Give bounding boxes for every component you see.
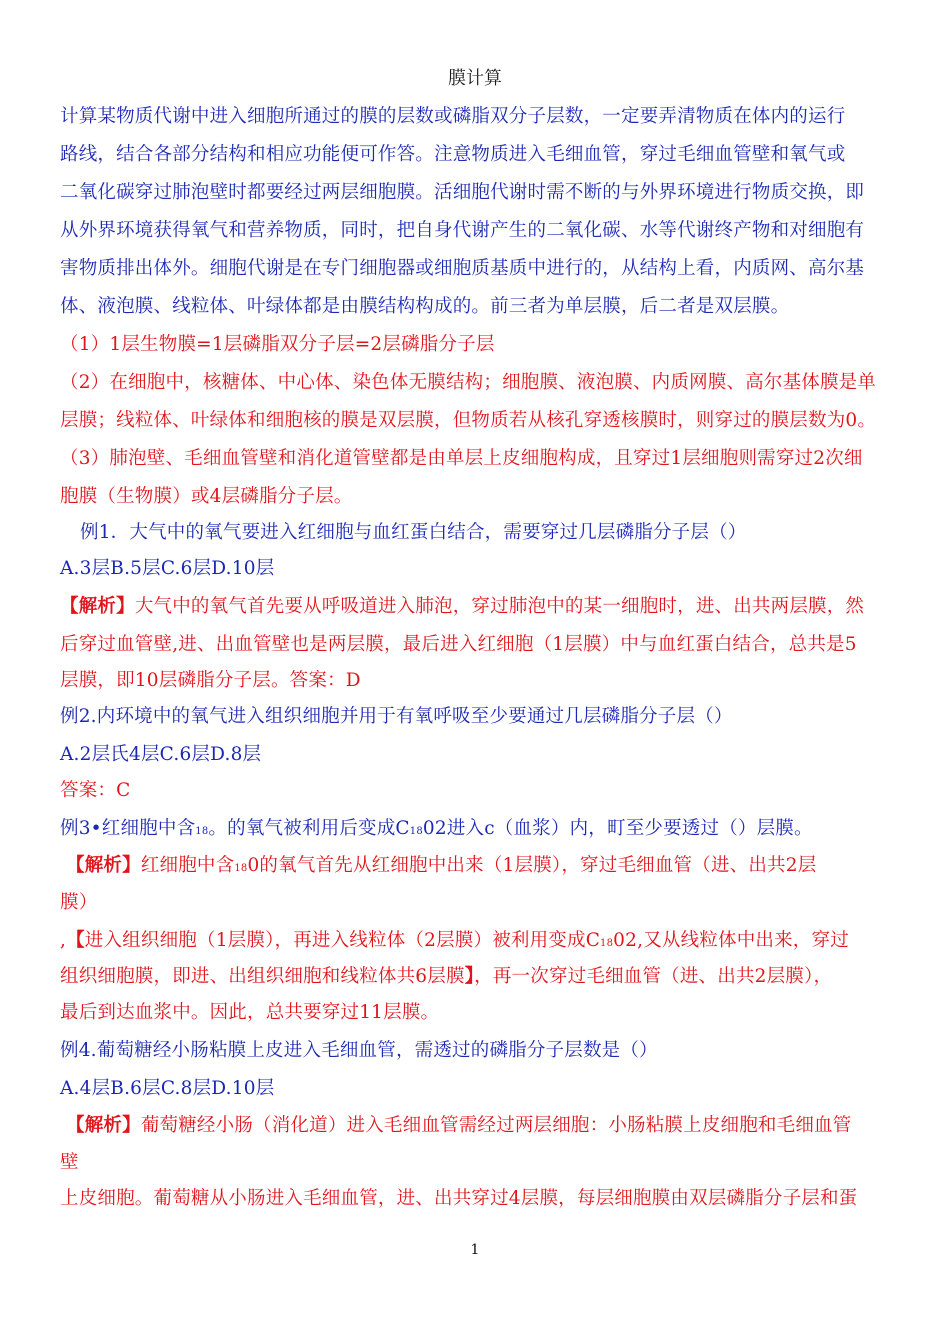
analysis-text: 葡萄糖经小肠（消化道）进入毛细血管需经过两层细胞：小肠粘膜上皮细胞和毛细血管 <box>140 1115 852 1136</box>
example-4-analysis-line-3: 上皮细胞。葡萄糖从小肠进入毛细血管，进、出共穿过4层膜，每层细胞膜由双层磷脂分子层和蛋 <box>60 1188 858 1209</box>
analysis-subscript: 18 <box>600 938 614 949</box>
example-2-options: A.2层氏4层C.6层D.8层 <box>60 744 262 765</box>
example-1-analysis-line-2: 后穿过血管壁,进、出血管壁也是两层膜，最后进入红细胞（1层膜）中与血红蛋白结合，总共是5 <box>60 634 857 655</box>
analysis-text: 02,又从线粒体中出来，穿过 <box>613 930 849 951</box>
analysis-tag: 【解析】 <box>66 1115 141 1136</box>
intro-line-6: 体、液泡膜、线粒体、叶绿体都是由膜结构构成的。前三者为单层膜，后二者是双层膜。 <box>60 296 790 317</box>
example-3-analysis-line-4 <box>60 962 832 988</box>
example-3-analysis-line-5: 最后到达血浆中。因此，总共要穿过11层膜。 <box>60 1002 440 1023</box>
example-3-analysis-line-3 <box>60 926 849 952</box>
example-1-question: 例1．大气中的氧气要进入红细胞与血红蛋白结合，需要穿过几层磷脂分子层（） <box>80 522 747 543</box>
point-1: （1）1层生物膜=1层磷脂双分子层=2层磷脂分子层 <box>60 334 495 355</box>
intro-line-4: 从外界环境获得氧气和营养物质，同时，把自身代谢产生的二氧化碳、水等代谢终产物和对细胞有 <box>60 220 865 241</box>
q-subscript: 18 <box>195 826 209 837</box>
example-2-question: 例2.内环境中的氧气进入组织细胞并用于有氧呼吸至少要通过几层磷脂分子层（） <box>60 706 733 727</box>
analysis-text: 组织细胞膜，即进、出组织细胞和线粒体共6层膜 <box>60 966 465 987</box>
intro-line-3: 二氧化碳穿过肺泡壁时都要经过两层细胞膜。活细胞代谢时需不断的与外界环境进行物质交换，即 <box>60 182 865 203</box>
q-part: 例3•红细胞中含 <box>60 818 196 839</box>
example-1-analysis-line-3: 层膜，即10层磷脂分子层。答案：D <box>60 670 361 691</box>
example-1-analysis-line-1 <box>60 592 864 618</box>
analysis-text: , <box>60 930 67 951</box>
example-4-analysis-line-2: 壁 <box>60 1152 79 1173</box>
bracket-close: 】 <box>464 966 475 987</box>
analysis-tag: 【解析】 <box>60 596 135 617</box>
q-part: 02进入c（血浆）内，町至少要透过（）层膜。 <box>422 818 813 839</box>
page-number: 1 <box>470 1242 480 1258</box>
q-subscript: 18 <box>409 826 423 837</box>
analysis-text: 红细胞中含 <box>140 855 235 876</box>
example-2-answer: 答案：C <box>60 780 131 801</box>
example-3-question <box>60 814 813 840</box>
analysis-text: ，再一次穿过毛细血管（进、出共2层膜）， <box>474 966 833 987</box>
analysis-text: 0的氧气首先从红细胞中出来（1层膜），穿过毛细血管（进、出共2层 <box>247 855 817 876</box>
example-3-analysis-line-1 <box>66 851 816 877</box>
intro-line-2: 路线，结合各部分结构和相应功能便可作答。注意物质进入毛细血管，穿过毛细血管壁和氧气或 <box>60 144 846 165</box>
bracket-open: 【 <box>66 930 85 951</box>
analysis-text: 大气中的氧气首先要从呼吸道进入肺泡，穿过肺泡中的某一细胞时，进、出共两层膜，然 <box>134 596 865 617</box>
analysis-tag: 【解析】 <box>66 855 141 876</box>
example-3-analysis-line-2: 膜） <box>60 892 98 913</box>
q-part: 。的氧气被利用后变成C <box>208 818 410 839</box>
intro-line-5: 害物质排出体外。细胞代谢是在专门细胞器或细胞质基质中进行的，从结构上看，内质网、高尔基 <box>60 258 865 279</box>
point-2-line-1: （2）在细胞中，核糖体、中心体、染色体无膜结构；细胞膜、液泡膜、内质网膜、高尔基体膜是单 <box>60 372 877 393</box>
point-3-line-2: 胞膜（生物膜）或4层磷脂分子层。 <box>60 486 353 507</box>
example-4-options: A.4层B.6层C.8层D.10层 <box>60 1078 275 1099</box>
page-title: 膜计算 <box>448 68 502 89</box>
point-2-line-2: 层膜；线粒体、叶绿体和细胞核的膜是双层膜，但物质若从核孔穿透核膜时，则穿过的膜层数为0。 <box>60 410 877 431</box>
intro-line-1: 计算某物质代谢中进入细胞所通过的膜的层数或磷脂双分子层数，一定要弄清物质在体内的运行 <box>60 106 846 127</box>
example-4-question: 例4.葡萄糖经小肠粘膜上皮进入毛细血管，需透过的磷脂分子层数是（） <box>60 1040 658 1061</box>
analysis-subscript: 18 <box>234 863 248 874</box>
point-3-line-1: （3）肺泡壁、毛细血管壁和消化道管壁都是由单层上皮细胞构成，且穿过1层细胞则需穿过2次细 <box>60 448 863 469</box>
analysis-text: 进入组织细胞（1层膜），再进入线粒体（2层膜）被利用变成C <box>84 930 601 951</box>
example-4-analysis-line-1 <box>66 1111 851 1137</box>
example-1-options: A.3层B.5层C.6层D.10层 <box>60 558 275 579</box>
